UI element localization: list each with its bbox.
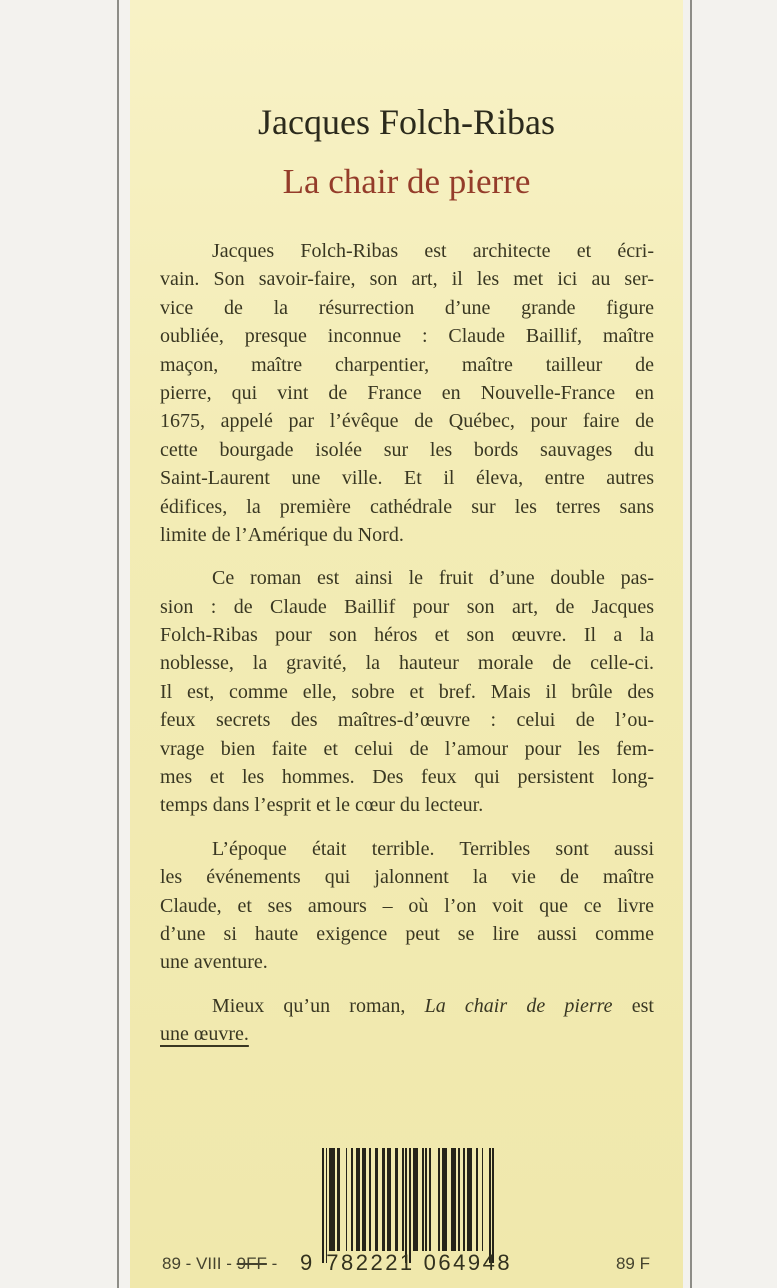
text-line <box>160 1020 654 1048</box>
text-line: limite de l’Amérique du Nord. <box>160 523 404 546</box>
text-line: vain. Son savoir-faire, son art, il les met ici au ser- <box>160 268 654 291</box>
text-line: les événements qui jalonnent la vie de maître <box>160 866 654 889</box>
price-tag: 89 F <box>615 1254 650 1273</box>
text-line: L’époque était terrible. Terribles sont aussi <box>212 837 654 860</box>
barcode-digits <box>300 1250 512 1276</box>
text-line: Il est, comme elle, sobre et bref. Mais il brûle des <box>160 680 654 703</box>
text-line: Ce roman est ainsi le fruit d’une double pas- <box>212 567 654 590</box>
book-back-cover <box>130 0 683 1288</box>
cover-edge-line-left <box>117 0 119 1288</box>
synopsis-text-block <box>160 237 654 1064</box>
text-line: noblesse, la gravité, la hauteur morale de celle-ci. <box>160 652 654 675</box>
cover-edge-line-right <box>690 0 692 1288</box>
paragraph <box>160 237 654 549</box>
barcode <box>322 1148 495 1264</box>
text-line: feux secrets des maîtres-d’œuvre : celui de l’ou- <box>160 709 654 732</box>
paragraph <box>160 564 654 820</box>
text-line <box>160 992 654 1020</box>
text-line: maçon, maître charpentier, maître tailleur de <box>160 353 654 376</box>
text-segment: est <box>612 994 654 1017</box>
paragraph <box>160 992 654 1049</box>
print-code-suffix: - <box>266 1254 278 1273</box>
paragraph <box>160 835 654 977</box>
barcode-digit-group1: 782221 <box>326 1250 415 1275</box>
text-line: cette bourgade isolée sur les bords sauvages du <box>160 438 654 461</box>
text-line: pierre, qui vint de France en Nouvelle-France en <box>160 381 654 404</box>
text-line: Folch-Ribas pour son héros et son œuvre. Il a la <box>160 624 654 647</box>
barcode-bar <box>492 1148 494 1263</box>
barcode-digit-group2: 064948 <box>423 1250 513 1275</box>
barcode-digit-lead: 9 <box>300 1250 313 1275</box>
text-line: édifices, la première cathédrale sur les terres sans <box>160 495 654 518</box>
text-line: Saint-Laurent une ville. Et il éleva, entre autres <box>160 467 654 490</box>
text-line: 1675, appelé par l’évêque de Québec, pour faire de <box>160 410 654 433</box>
text-line: vrage bien faite et celui de l’amour pour les fem- <box>160 737 654 760</box>
text-segment: Mieux qu’un roman, <box>212 994 425 1017</box>
text-line: temps dans l’esprit et le cœur du lecteur. <box>160 794 484 817</box>
text-segment: La chair de pierre <box>424 994 613 1017</box>
text-line: d’une si haute exigence peut se lire aussi comme <box>160 922 654 945</box>
struck-old-price: 9FF <box>236 1254 267 1273</box>
author-name: Jacques Folch-Ribas <box>258 102 555 142</box>
text-line: mes et les hommes. Des feux qui persistent long- <box>160 766 654 789</box>
text-line: oubliée, presque inconnue : Claude Baillif, maître <box>160 325 654 348</box>
print-code <box>162 1254 277 1274</box>
book-title: La chair de pierre <box>282 162 531 201</box>
text-line: Claude, et ses amours – où l’on voit que ce livre <box>160 894 654 917</box>
text-line: Jacques Folch-Ribas est architecte et écri- <box>212 240 654 262</box>
text-line: vice de la résurrection d’une grande figure <box>160 296 654 319</box>
print-code-prefix: 89 - VIII - <box>162 1254 237 1273</box>
text-segment: une œuvre. <box>160 1023 249 1046</box>
text-line: sion : de Claude Baillif pour son art, de Jacques <box>160 595 654 618</box>
text-line: une aventure. <box>160 951 268 974</box>
